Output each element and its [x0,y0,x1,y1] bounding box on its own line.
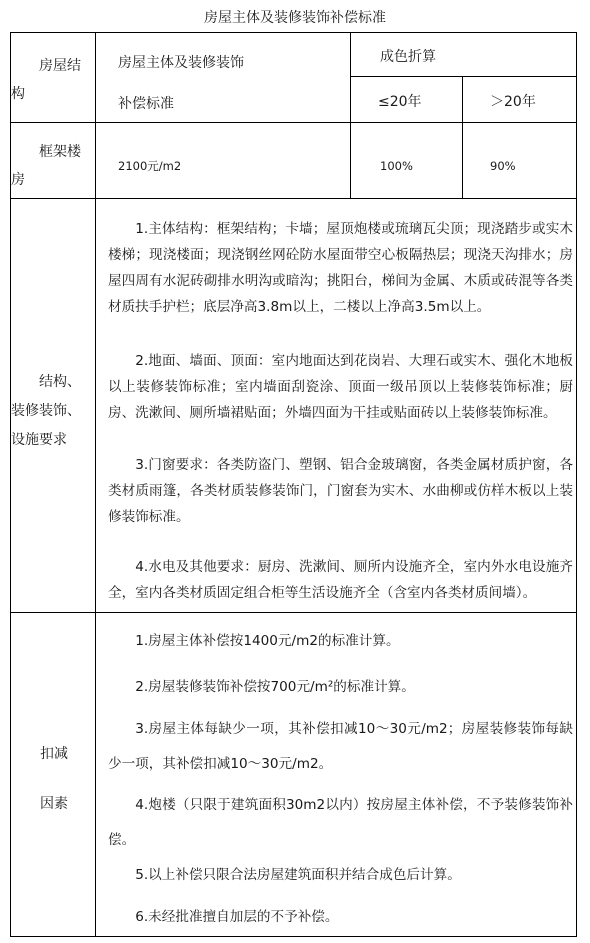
compensation-table [10,32,577,937]
column-divider [462,76,463,198]
structure-item: 3.门窗要求：各类防盗门、塑钢、铝合金玻璃窗，各类金属材质护窗，各类材质雨篷，各类材质装修装饰门，门窗套为实木、水曲柳或仿样木板以上装修装饰标准。 [108,457,573,525]
deduction-item: 4.炮楼（只限于建筑面积30m2以内）按房屋主体补偿，不予装修装饰补偿。 [108,797,573,848]
column-divider [95,32,96,937]
deduction-item: 6.未经批准擅自加层的不予补偿。 [135,909,339,925]
deduction-item: 3.房屋主体每缺少一项，其补偿扣减10～30元/m2；房屋装修装饰每缺少一项，其补偿扣减10～30元/m2。 [108,721,573,772]
header-standard-line1: 房屋主体及装修装饰 [118,55,244,71]
structure-section-label: 结构、装修装饰、设施要求 [11,374,81,448]
frame-building-label: 框架楼房 [11,144,81,188]
structure-item: 4.水电及其他要求：厨房、洗漱间、厕所内设施齐全，室内外水电设施齐全，室内各类材质固定组合柜等生活设施齐全（含室内各类材质间墙）。 [108,559,573,601]
structure-item: 2.地面、墙面、顶面：室内地面达到花岗岩、大理石或实木、强化木地板以上装修装饰标准；室内墙面刮瓷涂、顶面一级吊顶以上装修装饰标准；厨房、洗漱间、厕所墙裙贴面；外墙四面为干挂或贴面砖以上装修装饰标准。 [108,353,573,421]
header-standard-line2: 补偿标准 [118,96,174,112]
deduction-label-line1: 扣减 [40,746,68,762]
header-structure-label: 房屋结构 [11,58,81,102]
deduction-label-line2: 因素 [40,796,68,812]
deduction-item: 2.房屋装修装饰补偿按700元/m²的标准计算。 [135,679,415,695]
deduction-item: 5.以上补偿只限合法房屋建筑面积并结合成色后计算。 [135,867,461,883]
header-over-20-years: ＞20年 [490,94,536,110]
frame-building-pct-under-20: 100% [380,159,413,173]
column-divider [350,32,351,198]
header-under-20-years: ≤20年 [378,94,422,110]
table-border-right [576,32,577,937]
page-title: 房屋主体及装修装饰补偿标准 [204,10,386,26]
frame-building-pct-over-20: 90% [490,159,516,173]
deduction-item: 1.房屋主体补偿按1400元/m2的标准计算。 [135,633,400,649]
header-condition-discount: 成色折算 [380,49,436,65]
header-divider [350,76,577,77]
structure-item: 1.主体结构：框架结构；卡墙；屋顶炮楼或琉璃瓦尖顶；现浇踏步或实木楼梯；现浇楼面；现浇钢丝网砼防水屋面带空心板隔热层；现浇天沟排水；房屋四周有水泥砖砌排水明沟或暗沟；挑阳台，梯间为金属、木质或砖混等各类材质扶手护栏；底层净高3.8m以上，二楼以上净高3.5m以上。 [108,221,573,315]
frame-building-price: 2100元/m2 [118,159,182,173]
